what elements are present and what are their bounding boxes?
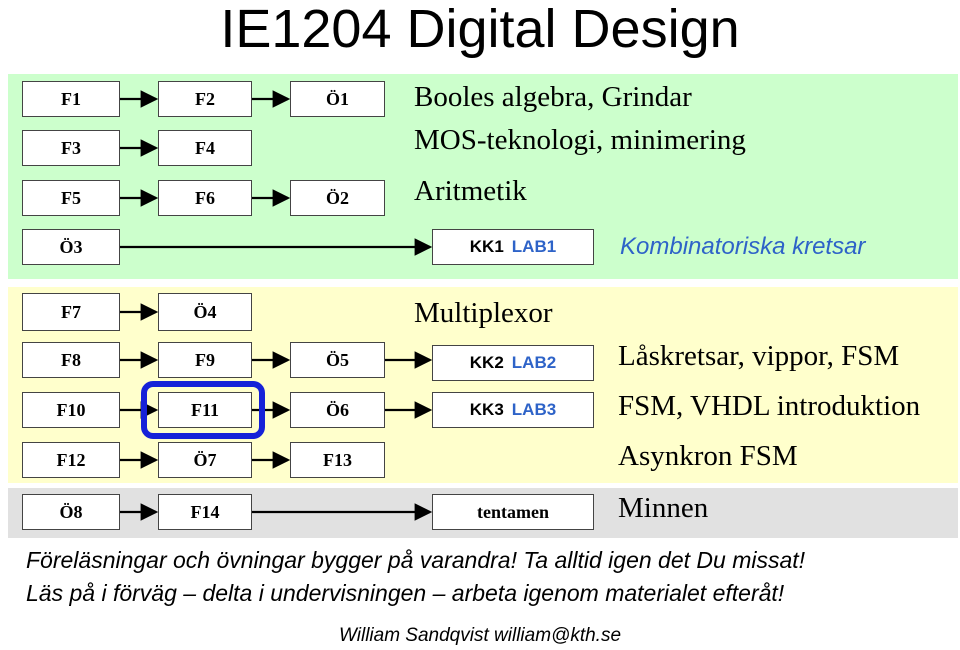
box-O8: Ö8 <box>22 494 120 530</box>
box-F13: F13 <box>290 442 385 478</box>
box-O4: Ö4 <box>158 293 252 331</box>
topic-boolean-algebra: Booles algebra, Grindar <box>414 81 692 113</box>
lab-label: LAB3 <box>511 400 557 419</box>
box-O1: Ö1 <box>290 81 385 117</box>
box-F9: F9 <box>158 342 252 378</box>
note-line-2: Läs på i förväg – delta i undervisningen – arbeta igenom materialet efteråt! <box>26 580 785 606</box>
box-F8: F8 <box>22 342 120 378</box>
kk-label: KK3 <box>469 400 504 419</box>
author-footer: William Sandqvist william@kth.se <box>338 625 622 646</box>
topic-latches-flipflops-fsm: Låskretsar, vippor, FSM <box>618 340 900 372</box>
box-O6: Ö6 <box>290 392 385 428</box>
topic-arithmetic: Aritmetik <box>414 175 527 207</box>
kk-label: KK1 <box>469 237 504 256</box>
box-exam: tentamen <box>432 494 594 530</box>
lab-label: LAB1 <box>511 237 557 256</box>
box-F6: F6 <box>158 180 252 216</box>
box-F14: F14 <box>158 494 252 530</box>
box-F7: F7 <box>22 293 120 331</box>
box-KK2-LAB2 <box>432 345 594 381</box>
box-KK1-LAB1 <box>432 229 594 265</box>
topic-combinational-circuits: Kombinatoriska kretsar <box>620 233 866 260</box>
current-lecture-highlight <box>141 381 265 439</box>
box-O3: Ö3 <box>22 229 120 265</box>
topic-multiplexor: Multiplexor <box>414 297 553 329</box>
box-F5: F5 <box>22 180 120 216</box>
box-F11: F11 <box>158 392 252 428</box>
page-title: IE1204 Digital Design <box>220 0 740 59</box>
topic-memory: Minnen <box>618 492 709 524</box>
box-F2: F2 <box>158 81 252 117</box>
box-O5: Ö5 <box>290 342 385 378</box>
kk-label: KK2 <box>469 353 504 372</box>
topic-fsm-vhdl: FSM, VHDL introduktion <box>618 390 921 422</box>
box-F10: F10 <box>22 392 120 428</box>
box-F4: F4 <box>158 130 252 166</box>
box-O2: Ö2 <box>290 180 385 216</box>
topic-mos-technology: MOS-teknologi, minimering <box>414 124 746 156</box>
box-F3: F3 <box>22 130 120 166</box>
box-KK3-LAB3 <box>432 392 594 428</box>
lab-label: LAB2 <box>511 353 557 372</box>
note-line-1: Föreläsningar och övningar bygger på varandra! Ta alltid igen det Du missat! <box>26 547 806 573</box>
topic-async-fsm: Asynkron FSM <box>618 440 798 472</box>
box-O7: Ö7 <box>158 442 252 478</box>
box-F12: F12 <box>22 442 120 478</box>
box-F1: F1 <box>22 81 120 117</box>
